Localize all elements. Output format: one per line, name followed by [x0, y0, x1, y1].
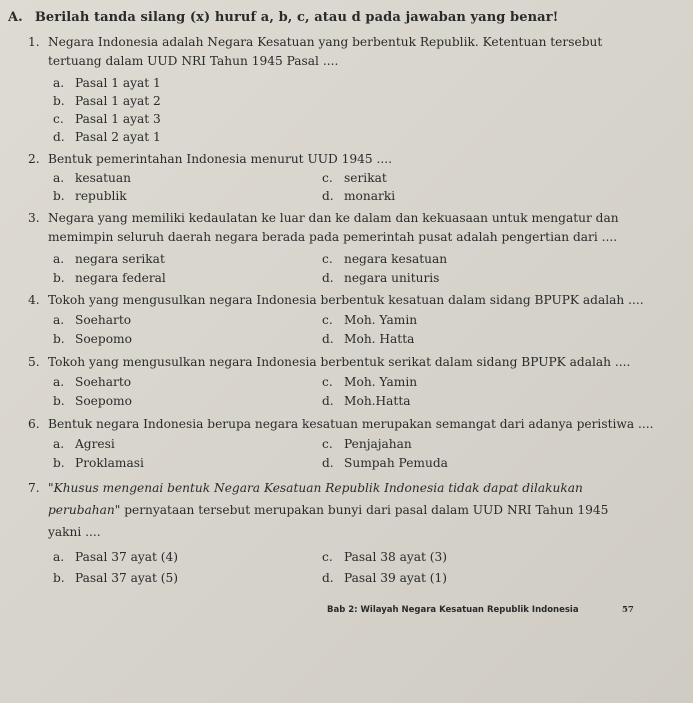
question-text: Negara yang memiliki kedaulatan ke luar dan ke dalam dan kekuasaan untuk mengatur dan memimpin seluruh daerah negara berada pada pemerintah pusat adalah pengertian dari .... — [48, 211, 619, 244]
option-5a[interactable]: a. Soeharto — [53, 375, 132, 389]
option-1a[interactable]: a. Pasal 1 ayat 1 — [53, 76, 161, 90]
option-3a[interactable]: a. negara serikat — [53, 252, 165, 266]
option-7d[interactable]: d. Pasal 39 ayat (1) — [322, 571, 448, 585]
option-1c[interactable]: c. Pasal 1 ayat 3 — [53, 112, 161, 126]
option-2c[interactable]: c. serikat — [322, 171, 387, 185]
question-number: 4. — [28, 293, 40, 307]
section-letter: A. — [8, 10, 23, 25]
question-number: 6. — [28, 417, 40, 431]
section-heading — [8, 10, 558, 25]
option-4d[interactable]: d. Moh. Hatta — [322, 332, 415, 346]
chapter-footer: Bab 2: Wilayah Negara Kesatuan Republik Indonesia — [327, 605, 579, 615]
page-number: 57 — [622, 605, 634, 615]
option-6a[interactable]: a. Agresi — [53, 437, 115, 451]
question-text: "Khusus mengenai bentuk Negara Kesatuan Republik Indonesia tidak dapat dilakukan perubahan" pernyataan tersebut merupakan bunyi dari pasal dalam UUD NRI Tahun 1945 yakni .... — [48, 481, 609, 539]
option-3b[interactable]: b. negara federal — [53, 271, 166, 285]
question-text: Bentuk negara Indonesia berupa negara kesatuan merupakan semangat dari adanya peristiwa .... — [48, 417, 654, 431]
option-2b[interactable]: b. republik — [53, 189, 127, 203]
option-7a[interactable]: a. Pasal 37 ayat (4) — [53, 550, 179, 564]
option-6c[interactable]: c. Penjajahan — [322, 437, 412, 451]
question-6 — [28, 415, 683, 434]
option-4c[interactable]: c. Moh. Yamin — [322, 313, 418, 327]
option-2d[interactable]: d. monarki — [322, 189, 396, 203]
option-7c[interactable]: c. Pasal 38 ayat (3) — [322, 550, 448, 564]
question-number: 2. — [28, 152, 40, 166]
option-4a[interactable]: a. Soeharto — [53, 313, 132, 327]
section-instruction: Berilah tanda silang (x) huruf a, b, c, atau d pada jawaban yang benar! — [34, 10, 559, 25]
option-5d[interactable]: d. Moh.Hatta — [322, 394, 411, 408]
question-number: 5. — [28, 355, 40, 369]
option-1b[interactable]: b. Pasal 1 ayat 2 — [53, 94, 161, 108]
option-1d[interactable]: d. Pasal 2 ayat 1 — [53, 130, 161, 144]
question-5 — [28, 353, 683, 372]
option-2a[interactable]: a. kesatuan — [53, 171, 131, 185]
question-number: 3. — [28, 211, 40, 225]
question-1 — [28, 33, 678, 71]
question-2 — [28, 150, 678, 169]
option-6b[interactable]: b. Proklamasi — [53, 456, 144, 470]
option-6d[interactable]: d. Sumpah Pemuda — [322, 456, 448, 470]
question-3 — [28, 209, 683, 247]
option-5b[interactable]: b. Soepomo — [53, 394, 132, 408]
question-text: Tokoh yang mengusulkan negara Indonesia berbentuk serikat dalam sidang BPUPK adalah .... — [48, 355, 631, 369]
option-4b[interactable]: b. Soepomo — [53, 332, 132, 346]
question-7 — [28, 477, 683, 543]
option-7b[interactable]: b. Pasal 37 ayat (5) — [53, 571, 179, 585]
question-4 — [28, 291, 683, 310]
quote-text: "Khusus mengenai bentuk Negara Kesatuan Republik Indonesia tidak dapat dilakukan — [48, 481, 583, 495]
option-3d[interactable]: d. negara unituris — [322, 271, 440, 285]
question-text: Negara Indonesia adalah Negara Kesatuan yang berbentuk Republik. Ketentuan tersebut tertuang dalam UUD NRI Tahun 1945 Pasal .... — [48, 35, 603, 68]
question-number: 7. — [28, 481, 40, 495]
question-number: 1. — [28, 35, 40, 49]
option-3c[interactable]: c. negara kesatuan — [322, 252, 448, 266]
quote-text-end: perubahan" — [48, 503, 121, 517]
option-5c[interactable]: c. Moh. Yamin — [322, 375, 418, 389]
question-text: Tokoh yang mengusulkan negara Indonesia berbentuk kesatuan dalam sidang BPUPK adalah .... — [48, 293, 644, 307]
question-text: Bentuk pemerintahan Indonesia menurut UUD 1945 .... — [48, 152, 393, 166]
